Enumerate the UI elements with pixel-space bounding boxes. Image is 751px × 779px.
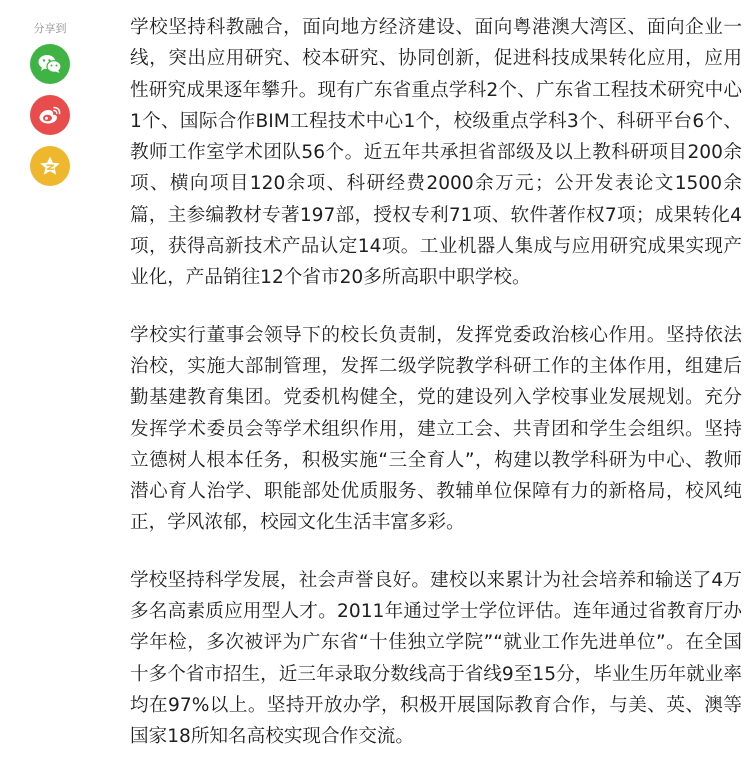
share-sidebar [28, 20, 72, 197]
share-weibo-button[interactable] [30, 95, 70, 135]
article-paragraph: 学校实行董事会领导下的校长负责制，发挥党委政治核心作用。坚持依法治校，实施大部制管理，发挥二级学院教学科研工作的主体作用，组建后勤基建教育集团。党委机构健全，党的建设列入学校事业发展规划。充分发挥学术委员会等学术组织作用，建立工会、共青团和学生会组织。坚持立德树人根本任务，积极实施“三全育人”，构建以教学科研为中心、教师潜心育人治学、职能部处优质服务、教辅单位保障有力的新格局，校风纯正，学风浓郁，校园文化生活丰富多彩。 [130, 324, 742, 534]
share-label: 分享到 [33, 22, 67, 35]
article-paragraph: 学校坚持科学发展，社会声誉良好。建校以来累计为社会培养和输送了4万多名高素质应用型人才。2011年通过学士学位评估。连年通过省教育厅办学年检，多次被评为广东省“十佳独立学院”“就业工作先进单位”。在全国十多个省市招生，近三年录取分数线高于省线9至15分，毕业生历年就业率均在97%以上。坚持开放办学，积极开展国际教育合作，与美、英、澳等国家18所知名高校实现合作交流。 [130, 569, 742, 748]
weibo-icon [38, 105, 62, 125]
wechat-icon [38, 54, 62, 74]
article-body [130, 12, 742, 779]
share-qzone-button[interactable] [30, 146, 70, 186]
article-paragraph: 学校坚持科教融合，面向地方经济建设、面向粤港澳大湾区、面向企业一线，突出应用研究、校本研究、协同创新，促进科技成果转化应用，应用性研究成果逐年攀升。现有广东省重点学科2个、广东省工程技术研究中心1个、国际合作BIM工程技术中心1个，校级重点学科3个、科研平台6个、教师工作室学术团队56个。近五年共承担省部级及以上教科研项目200余项、横向项目120余项、科研经费2000余万元；公开发表论文1500余篇，主参编教材专著197部，授权专利71项、软件著作权7项；成果转化4项，获得高新技术产品认定14项。工业机器人集成与应用研究成果实现产业化，产品销往12个省市20多所高职中职学校。 [130, 17, 742, 289]
star-icon [39, 155, 61, 177]
share-wechat-button[interactable] [30, 44, 70, 84]
